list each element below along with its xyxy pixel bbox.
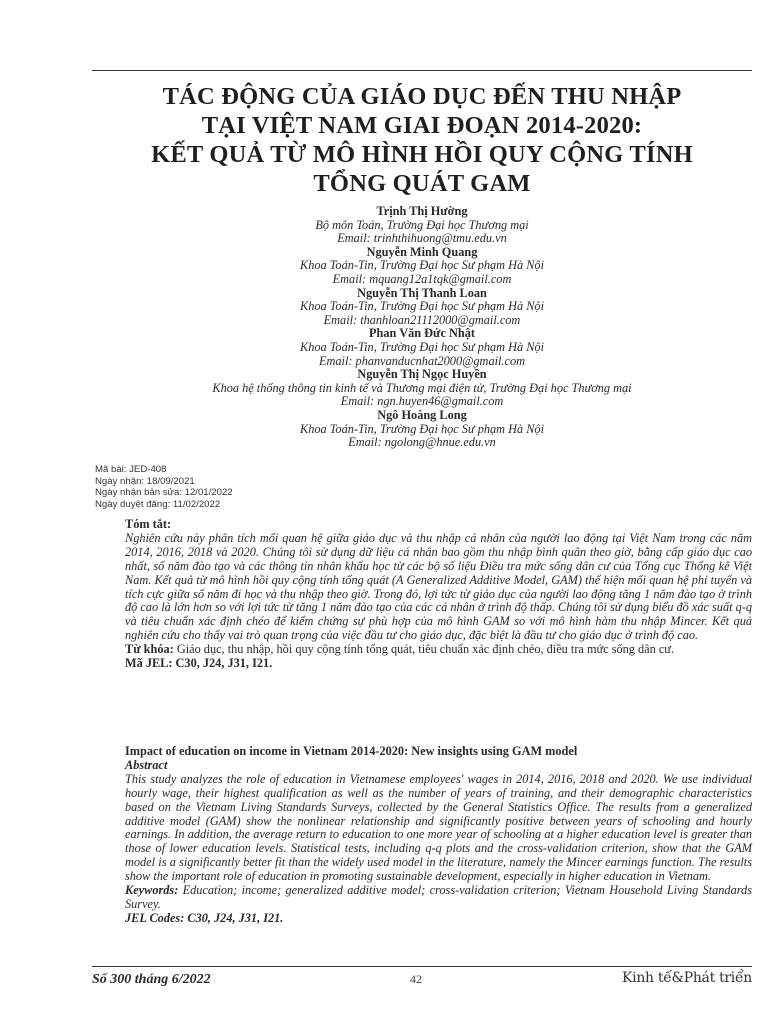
- author-email: Email: trinhthihuong@tmu.edu.vn: [337, 231, 507, 246]
- keywords-text: Giáo dục, thu nhập, hồi quy cộng tính tổng quát, tiêu chuẩn xác định chéo, điều tra mức sống dân cư.: [176, 642, 675, 657]
- page-number: 42: [410, 972, 422, 986]
- date-accepted: Ngày duyệt đăng: 11/02/2022: [95, 499, 221, 511]
- author-affiliation: Khoa hệ thống thông tin kinh tế và Thương mại điện tử, Trường Đại học Thương mại: [212, 380, 632, 395]
- keywords-label: Từ khóa:: [125, 642, 174, 657]
- author-name: Trịnh Thị Hường: [376, 204, 468, 218]
- author-name: Nguyễn Thị Ngọc Huyền: [357, 367, 487, 382]
- author-affiliation: Bộ môn Toán, Trường Đại học Thương mại: [315, 217, 529, 232]
- abstract-body: Nghiên cứu này phân tích mối quan hệ giữa giáo dục và thu nhập cá nhân của người lao động tại Việt Nam trong các năm 2014, 2016, 2018 và 2020. Chúng tôi sử dụng dữ liệu cá nhân bao gồm thu nhập bình quân theo giờ, bằng cấp giáo dục cao nhất, số năm đào tạo và các thông tin nhân khẩu học từ các bộ số liệu Điều tra mức sống dân cư của Tổng cục Thống kê Việt Nam. Kết quả từ mô hình hồi quy cộng tính tổng quát (A Generalized Additive Model, GAM) thể hiện mối quan hệ phi tuyến và tích cực giữa số năm đi học và thu nhập theo giờ. Trong đó, lợi tức từ giáo dục của người lao động tăng 1 năm đào tạo ở trình độ cao là lớn hơn so với lợi tức từ tăng 1 năm đào tạo của các cá nhân ở trình độ thấp. Chúng tôi sử dụng biểu đồ xác suất q-q và tiêu chuẩn xác định chéo để kiểm chứng sự phù hợp của mô hình GAM so với mô hình hàm thu nhập Mincer. Kết quả nghiên cứu cho thấy vai trò quan trọng của việc đầu tư cho giáo dục, đặc biệt là đầu tư cho giáo dục ở trình độ cao.: [125, 530, 752, 643]
- article-code: Mã bài: JED-408: [95, 464, 167, 475]
- english-title: Impact of education on income in Vietnam 2014-2020: New insights using GAM model: [125, 744, 578, 758]
- date-received: Ngày nhận: 18/09/2021: [95, 475, 195, 487]
- keywords-line: [125, 643, 752, 657]
- keywords-label: Keywords:: [125, 883, 179, 898]
- abstract-heading: Tóm tắt:: [125, 517, 172, 531]
- keywords-line: [125, 884, 752, 912]
- author-name: Nguyễn Thị Thanh Loan: [357, 285, 487, 300]
- author-affiliation: Khoa Toán-Tin, Trường Đại học Sư phạm Hà Nội: [300, 421, 544, 436]
- article-meta: [95, 464, 233, 511]
- abstract-english: [125, 745, 752, 926]
- author-affiliation: Khoa Toán-Tin, Trường Đại học Sư phạm Hà Nội: [300, 339, 544, 354]
- title-line: TÁC ĐỘNG CỦA GIÁO DỤC ĐẾN THU NHẬP: [162, 83, 682, 110]
- author-list: [92, 205, 752, 450]
- author-name: Nguyễn Minh Quang: [366, 244, 478, 259]
- jel-codes: Mã JEL: C30, J24, J31, I21.: [125, 656, 273, 671]
- author-name: Phan Văn Đức Nhật: [369, 326, 475, 341]
- magazine-name: Kinh tế&Phát triển: [621, 970, 752, 986]
- footer-rule: [92, 966, 752, 967]
- title-line: TỔNG QUÁT GAM: [313, 170, 531, 197]
- author-affiliation: Khoa Toán-Tin, Trường Đại học Sư phạm Hà Nội: [300, 258, 544, 273]
- header-rule: [92, 70, 752, 71]
- author-email: Email: phanvanducnhat2000@gmail.com: [319, 353, 525, 368]
- author-name: Ngô Hoàng Long: [377, 407, 467, 422]
- keywords-text: Education; income; generalized additive model; cross-validation criterion; Vietnam Household Living Standards Survey.: [125, 883, 752, 911]
- abstract-body: This study analyzes the role of education in Vietnamese employees' wages in 2014, 2016, 2018 and 2020. We use individual hourly wage, their highest qualification as well as the number of years of training, and their demographic characteristics based on the Vietnam Living Standards Surveys, collected by the General Statistics Office. The results from a generalized additive model (GAM) show the nonlinear relationship and significantly positive between years of schooling and hourly earnings. In addition, the average return to education to one more year of schooling at a higher education level is greater than those of lower education levels. Statistical tests, including q-q plots and the cross-validation criterion, show that the GAM model is a significantly better fit than the widely used model in the literature, namely the Mincer earnings function. The results show the important role of education in promoting sustainable development, especially in higher education in Vietnam.: [125, 771, 752, 884]
- title-line: KẾT QUẢ TỪ MÔ HÌNH HỒI QUY CỘNG TÍNH: [151, 141, 693, 168]
- title-line: TẠI VIỆT NAM GIAI ĐOẠN 2014-2020:: [201, 112, 643, 139]
- abstract-heading: Abstract: [125, 757, 168, 772]
- date-revised: Ngày nhận bản sửa: 12/01/2022: [95, 487, 233, 499]
- author-email: Email: thanhloan21112000@gmail.com: [323, 312, 521, 327]
- abstract-vietnamese: [125, 518, 752, 671]
- jel-codes: JEL Codes: C30, J24, J31, I21.: [125, 910, 284, 925]
- article-title: [92, 82, 752, 198]
- author-email: Email: mquang12a1tqk@gmail.com: [332, 271, 512, 286]
- author-affiliation: Khoa Toán-Tin, Trường Đại học Sư phạm Hà Nội: [300, 299, 544, 314]
- issue-label: Số 300 tháng 6/2022: [92, 972, 211, 987]
- author-email: Email: ngn.huyen46@gmail.com: [340, 394, 504, 409]
- author-email: Email: ngolong@hnue.edu.vn: [348, 435, 496, 450]
